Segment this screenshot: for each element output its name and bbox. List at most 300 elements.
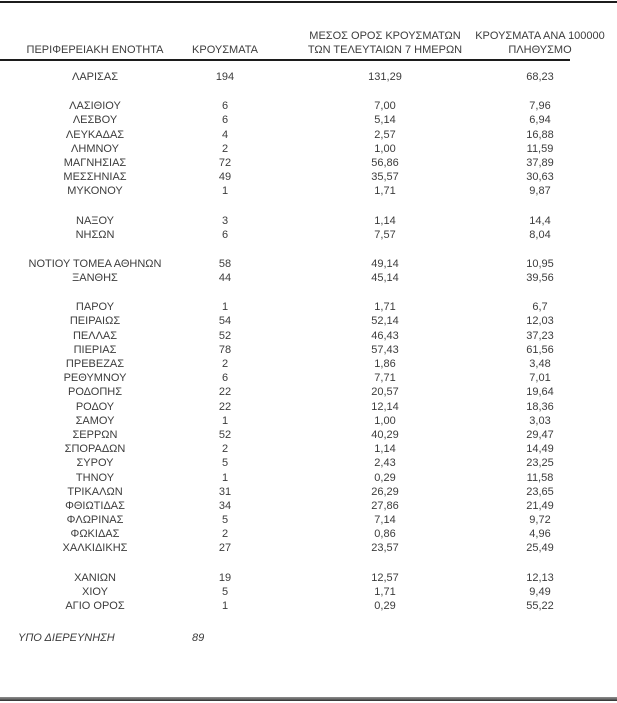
cell-avg7 xyxy=(260,343,510,357)
cell-cases xyxy=(190,571,260,585)
table-row xyxy=(0,513,570,527)
cell-per100k-value: 39,56 xyxy=(526,272,554,285)
cell-region xyxy=(0,499,190,513)
cell-avg7 xyxy=(260,99,510,113)
header-per-100000 xyxy=(475,29,605,57)
cell-cases-value: 72 xyxy=(218,156,232,169)
cell-cases xyxy=(190,499,260,513)
cell-cases-value: 4 xyxy=(221,128,229,141)
cell-region-value: ΑΓΙΟ ΟΡΟΣ xyxy=(65,600,125,612)
cell-cases-value: 44 xyxy=(218,272,232,285)
table-row xyxy=(0,385,570,399)
cell-cases-value: 194 xyxy=(215,71,235,83)
cell-avg7 xyxy=(260,142,510,156)
table-row xyxy=(0,541,570,555)
cell-avg7-value: 7,00 xyxy=(374,100,396,113)
cell-cases-value: 34 xyxy=(218,499,232,512)
cell-per100k-value: 61,56 xyxy=(526,343,554,356)
cell-avg7-value: 35,57 xyxy=(371,171,399,184)
cell-avg7 xyxy=(260,184,510,198)
cell-avg7-value: 0,29 xyxy=(374,600,396,612)
cell-region xyxy=(0,257,190,271)
cell-cases xyxy=(190,442,260,456)
cell-per100k xyxy=(510,113,570,127)
cell-cases-value: 5 xyxy=(221,585,229,598)
cell-avg7-value: 2,43 xyxy=(374,457,396,470)
cell-region-value: ΤΗΝΟΥ xyxy=(75,471,115,484)
table-row xyxy=(0,271,570,285)
cell-cases-value: 6 xyxy=(221,100,229,113)
cell-region-value: ΤΡΙΚΑΛΩΝ xyxy=(67,485,123,498)
cell-avg7 xyxy=(260,371,510,385)
cell-cases xyxy=(190,156,260,170)
cell-region xyxy=(0,329,190,343)
cell-cases-value: 52 xyxy=(218,428,232,441)
table-row xyxy=(0,343,570,357)
group-gap xyxy=(0,285,617,300)
header-per-100000-line2: ΠΛΗΘΥΣΜΟ xyxy=(508,44,572,56)
cell-region xyxy=(0,228,190,242)
table-row xyxy=(0,357,570,371)
table-row xyxy=(0,314,570,328)
cell-cases xyxy=(190,314,260,328)
cell-per100k-value: 9,72 xyxy=(529,514,551,527)
cell-avg7-value: 27,86 xyxy=(371,499,399,512)
cell-per100k-value: 9,49 xyxy=(529,585,551,598)
cell-region xyxy=(0,300,190,314)
cell-per100k xyxy=(510,499,570,513)
cell-per100k xyxy=(510,428,570,442)
cell-region xyxy=(0,513,190,527)
cell-avg7 xyxy=(260,314,510,328)
cell-per100k xyxy=(510,228,570,242)
cell-cases xyxy=(190,300,260,314)
cell-per100k-value: 11,59 xyxy=(526,142,554,155)
cell-per100k-value: 25,49 xyxy=(526,542,554,555)
cell-cases-value: 19 xyxy=(218,571,232,584)
cell-per100k xyxy=(510,128,570,142)
cell-per100k-value: 16,88 xyxy=(526,128,554,141)
group-gap xyxy=(0,242,617,257)
cell-avg7 xyxy=(260,113,510,127)
cell-per100k xyxy=(510,271,570,285)
cell-region-value: ΝΟΤΙΟΥ ΤΟΜΕΑ ΑΘΗΝΩΝ xyxy=(28,257,162,270)
cell-region xyxy=(0,428,190,442)
cell-region-value: ΞΑΝΘΗΣ xyxy=(72,272,118,285)
cell-region xyxy=(0,128,190,142)
cell-cases-value: 22 xyxy=(218,386,232,399)
cell-per100k xyxy=(510,471,570,485)
cell-per100k xyxy=(510,329,570,343)
header-per-100000-line1: ΚΡΟΥΣΜΑΤΑ ΑΝΑ 100000 xyxy=(475,30,605,42)
table-body xyxy=(0,70,617,613)
cell-region-value: ΜΑΓΝΗΣΙΑΣ xyxy=(63,156,127,169)
cell-per100k-value: 37,23 xyxy=(526,329,554,342)
cell-avg7 xyxy=(260,599,510,613)
cell-cases-value: 1 xyxy=(221,471,229,484)
cell-cases-value: 3 xyxy=(221,214,229,227)
cell-region xyxy=(0,585,190,599)
cell-cases-value: 22 xyxy=(218,400,232,413)
cell-per100k-value: 10,95 xyxy=(526,257,554,270)
cell-cases-value: 2 xyxy=(221,443,229,456)
cell-avg7-value: 12,57 xyxy=(371,571,399,584)
table-row xyxy=(0,128,570,142)
cell-per100k xyxy=(510,170,570,184)
cell-region-value: ΡΕΘΥΜΝΟΥ xyxy=(63,372,127,385)
cell-per100k-value: 23,25 xyxy=(526,457,554,470)
cell-avg7-value: 1,14 xyxy=(374,214,396,227)
cell-per100k-value: 21,49 xyxy=(526,499,554,512)
cell-avg7-value: 1,71 xyxy=(374,301,396,314)
cell-region xyxy=(0,184,190,198)
cell-avg7-value: 45,14 xyxy=(371,272,399,285)
cell-region-value: ΜΕΣΣΗΝΙΑΣ xyxy=(63,171,127,184)
cell-cases xyxy=(190,228,260,242)
cell-region xyxy=(0,414,190,428)
cell-region xyxy=(0,541,190,555)
cell-avg7-value: 49,14 xyxy=(371,257,399,270)
cell-cases-value: 1 xyxy=(221,414,229,427)
cell-per100k-value: 29,47 xyxy=(526,428,554,441)
cell-region xyxy=(0,442,190,456)
table-row xyxy=(0,428,570,442)
cell-region-value: ΧΑΝΙΩΝ xyxy=(74,571,116,584)
table-row xyxy=(0,599,570,613)
cell-cases xyxy=(190,513,260,527)
cell-region-value: ΠΕΙΡΑΙΩΣ xyxy=(69,315,121,328)
cell-per100k xyxy=(510,371,570,385)
cell-avg7 xyxy=(260,400,510,414)
cell-region-value: ΛΑΡΙΣΑΣ xyxy=(71,71,118,83)
cell-cases xyxy=(190,184,260,198)
cell-per100k-value: 30,63 xyxy=(526,171,554,184)
cell-per100k-value: 14,4 xyxy=(529,214,551,227)
cell-avg7 xyxy=(260,513,510,527)
table-row xyxy=(0,371,570,385)
cell-per100k-value: 7,96 xyxy=(529,100,551,113)
cell-avg7-value: 0,86 xyxy=(374,528,396,541)
cell-per100k xyxy=(510,527,570,541)
cell-region-value: ΡΟΔΟΠΗΣ xyxy=(67,386,123,399)
cell-avg7-value: 1,86 xyxy=(374,358,396,370)
cell-avg7-value: 26,29 xyxy=(371,485,399,498)
cell-cases-value: 58 xyxy=(218,257,232,270)
cell-cases xyxy=(190,170,260,184)
table-row xyxy=(0,471,570,485)
cell-region xyxy=(0,357,190,371)
cell-region xyxy=(0,70,190,84)
cell-cases-value: 2 xyxy=(221,528,229,541)
header-cases-label: ΚΡΟΥΣΜΑΤΑ xyxy=(192,44,258,56)
table-header xyxy=(0,3,605,61)
cell-cases xyxy=(190,142,260,156)
cell-per100k xyxy=(510,599,570,613)
cell-region-value: ΧΑΛΚΙΔΙΚΗΣ xyxy=(62,542,128,555)
cell-per100k xyxy=(510,257,570,271)
cell-per100k-value: 12,03 xyxy=(526,315,554,328)
cell-cases-value: 6 xyxy=(221,114,229,127)
cell-cases xyxy=(190,70,260,84)
cell-region xyxy=(0,631,190,645)
cell-region xyxy=(0,527,190,541)
cell-per100k-value: 68,23 xyxy=(526,71,554,83)
cell-region xyxy=(0,170,190,184)
cell-region-value: ΠΑΡΟΥ xyxy=(75,301,115,314)
cell-cases xyxy=(190,128,260,142)
cell-per100k-value: 37,89 xyxy=(526,156,554,169)
cell-region xyxy=(0,471,190,485)
cell-cases xyxy=(190,599,260,613)
cell-avg7 xyxy=(260,456,510,470)
cell-avg7 xyxy=(260,271,510,285)
cell-cases-value: 6 xyxy=(221,372,229,385)
cell-per100k-value: 8,04 xyxy=(529,228,551,241)
table-row xyxy=(0,442,570,456)
under-investigation-cases: 89 xyxy=(192,632,205,645)
table-row xyxy=(0,214,570,228)
cell-per100k xyxy=(510,357,570,371)
cell-per100k-value: 6,7 xyxy=(532,301,548,314)
header-7day-average-line2: ΤΩΝ ΤΕΛΕΥΤΑΙΩΝ 7 ΗΜΕΡΩΝ xyxy=(307,44,463,56)
cell-avg7 xyxy=(260,442,510,456)
cell-avg7 xyxy=(260,414,510,428)
cell-cases-value: 2 xyxy=(221,358,229,370)
cell-cases-value: 2 xyxy=(221,142,229,155)
cell-avg7-value: 56,86 xyxy=(371,156,399,169)
cell-avg7-value: 40,29 xyxy=(371,428,399,441)
cell-per100k xyxy=(510,314,570,328)
cell-avg7 xyxy=(260,228,510,242)
cell-region-value: ΛΑΣΙΘΙΟΥ xyxy=(69,100,121,113)
cell-cases-value: 49 xyxy=(218,171,232,184)
table-row xyxy=(0,99,570,113)
header-cases xyxy=(190,43,260,57)
cell-cases xyxy=(190,271,260,285)
cell-per100k xyxy=(510,214,570,228)
cell-per100k xyxy=(510,99,570,113)
cell-avg7 xyxy=(260,357,510,371)
cell-cases xyxy=(190,585,260,599)
cell-cases xyxy=(190,456,260,470)
cell-per100k xyxy=(510,142,570,156)
cell-cases xyxy=(190,428,260,442)
cell-region-value: ΦΘΙΩΤΙΔΑΣ xyxy=(65,499,125,512)
cell-region-value: ΝΗΣΩΝ xyxy=(75,228,115,241)
cell-avg7-value: 52,14 xyxy=(371,315,399,328)
cell-region xyxy=(0,113,190,127)
cell-region-value: ΛΕΥΚΑΔΑΣ xyxy=(65,128,125,141)
cell-per100k xyxy=(510,414,570,428)
cell-avg7 xyxy=(260,499,510,513)
cell-avg7 xyxy=(260,385,510,399)
cell-cases xyxy=(190,343,260,357)
cell-per100k xyxy=(510,385,570,399)
cell-per100k xyxy=(510,442,570,456)
cell-per100k-value: 12,13 xyxy=(526,571,554,584)
cell-cases-value: 78 xyxy=(218,343,232,356)
cell-cases xyxy=(190,371,260,385)
cell-per100k xyxy=(510,456,570,470)
cell-per100k-value: 23,65 xyxy=(526,485,554,498)
cell-region-value: ΠΡΕΒΕΖΑΣ xyxy=(65,358,125,370)
cell-region xyxy=(0,599,190,613)
cell-region xyxy=(0,142,190,156)
cell-cases xyxy=(190,257,260,271)
cell-cases xyxy=(190,357,260,371)
cell-region-value: ΣΑΜΟΥ xyxy=(75,414,115,427)
cell-cases xyxy=(190,471,260,485)
cell-per100k-empty xyxy=(510,631,570,645)
group-gap xyxy=(0,556,617,571)
cell-avg7 xyxy=(260,541,510,555)
cell-region xyxy=(0,385,190,399)
cell-region xyxy=(0,214,190,228)
cell-avg7-value: 2,57 xyxy=(374,128,396,141)
cell-cases-value: 31 xyxy=(218,485,232,498)
cell-region xyxy=(0,99,190,113)
cell-per100k xyxy=(510,585,570,599)
table-row xyxy=(0,485,570,499)
table-row xyxy=(0,184,570,198)
group-gap xyxy=(0,84,617,99)
cell-region xyxy=(0,343,190,357)
table-row xyxy=(0,113,570,127)
cell-cases xyxy=(190,99,260,113)
cell-cases-value: 6 xyxy=(221,228,229,241)
cell-per100k-value: 9,87 xyxy=(529,185,551,198)
cell-per100k-value: 18,36 xyxy=(526,400,554,413)
cell-per100k-value: 7,01 xyxy=(529,372,551,385)
cell-per100k xyxy=(510,343,570,357)
cell-per100k xyxy=(510,156,570,170)
cell-avg7-empty xyxy=(260,631,510,645)
table-row xyxy=(0,499,570,513)
cell-per100k xyxy=(510,300,570,314)
cell-cases xyxy=(190,631,260,645)
cell-avg7-value: 1,00 xyxy=(374,142,396,155)
cell-cases xyxy=(190,541,260,555)
cell-region xyxy=(0,156,190,170)
cell-avg7 xyxy=(260,571,510,585)
cell-cases xyxy=(190,485,260,499)
cell-avg7 xyxy=(260,170,510,184)
cell-avg7 xyxy=(260,471,510,485)
under-investigation-row xyxy=(0,631,570,645)
cell-region-value: ΣΕΡΡΩΝ xyxy=(72,428,118,441)
header-7day-average-line1: ΜΕΣΟΣ ΟΡΟΣ ΚΡΟΥΣΜΑΤΩΝ xyxy=(309,30,461,42)
cell-region-value: ΣΥΡΟΥ xyxy=(76,457,114,470)
cell-cases-value: 27 xyxy=(218,542,232,555)
cell-region-value: ΦΩΚΙΔΑΣ xyxy=(70,528,120,541)
cell-avg7 xyxy=(260,329,510,343)
cell-cases xyxy=(190,400,260,414)
cell-per100k xyxy=(510,485,570,499)
cell-avg7 xyxy=(260,485,510,499)
cell-avg7 xyxy=(260,585,510,599)
table-row xyxy=(0,257,570,271)
cell-cases-value: 1 xyxy=(221,600,229,612)
cell-cases xyxy=(190,527,260,541)
cell-per100k xyxy=(510,184,570,198)
cell-region-value: ΧΙΟΥ xyxy=(82,585,108,598)
under-investigation-label: ΥΠΟ ΔΙΕΡΕΥΝΗΣΗ xyxy=(18,632,115,645)
cell-avg7-value: 7,14 xyxy=(374,514,396,527)
cell-per100k-value: 6,94 xyxy=(529,114,551,127)
cell-cases xyxy=(190,329,260,343)
cell-cases-value: 5 xyxy=(221,457,229,470)
cell-avg7-value: 1,14 xyxy=(374,443,396,456)
cell-cases-value: 54 xyxy=(218,315,232,328)
table-row xyxy=(0,585,570,599)
header-regional-unit xyxy=(0,43,190,57)
table-row xyxy=(0,70,570,84)
cell-avg7-value: 23,57 xyxy=(371,542,399,555)
cell-per100k xyxy=(510,70,570,84)
cell-cases-value: 52 xyxy=(218,329,232,342)
cell-region xyxy=(0,400,190,414)
cell-region xyxy=(0,571,190,585)
cell-region-value: ΠΕΛΛΑΣ xyxy=(72,329,118,342)
cell-per100k-value: 3,03 xyxy=(529,414,551,427)
table-row xyxy=(0,400,570,414)
cell-per100k xyxy=(510,400,570,414)
cell-cases xyxy=(190,113,260,127)
cell-per100k-value: 3,48 xyxy=(529,358,551,370)
table-row xyxy=(0,527,570,541)
cell-per100k-value: 19,64 xyxy=(526,386,554,399)
cell-region-value: ΣΠΟΡΑΔΩΝ xyxy=(64,443,126,456)
cell-avg7 xyxy=(260,428,510,442)
table-row xyxy=(0,300,570,314)
cell-avg7-value: 131,29 xyxy=(368,71,402,83)
bottom-divider xyxy=(0,697,617,701)
cell-per100k xyxy=(510,541,570,555)
cell-avg7-value: 0,29 xyxy=(374,471,396,484)
cell-avg7-value: 57,43 xyxy=(371,343,399,356)
header-regional-unit-label: ΠΕΡΙΦΕΡΕΙΑΚΗ ΕΝΟΤΗΤΑ xyxy=(26,44,164,56)
table-row xyxy=(0,142,570,156)
cell-region xyxy=(0,314,190,328)
cell-avg7-value: 1,71 xyxy=(374,585,396,598)
cell-region-value: ΛΕΣΒΟΥ xyxy=(72,114,118,127)
cell-region-value: ΝΑΞΟΥ xyxy=(76,214,114,227)
cell-avg7-value: 1,00 xyxy=(374,414,396,427)
group-gap xyxy=(0,199,617,214)
cell-per100k-value: 55,22 xyxy=(526,600,554,612)
cell-cases-value: 5 xyxy=(221,514,229,527)
cell-per100k-value: 4,96 xyxy=(529,528,551,541)
cell-avg7-value: 1,71 xyxy=(374,185,396,198)
cell-avg7 xyxy=(260,300,510,314)
cell-per100k xyxy=(510,571,570,585)
cell-region-value: ΠΙΕΡΙΑΣ xyxy=(73,343,117,356)
cell-cases xyxy=(190,385,260,399)
cell-region-value: ΡΟΔΟΥ xyxy=(75,400,115,413)
cell-avg7-value: 12,14 xyxy=(371,400,399,413)
cell-region xyxy=(0,485,190,499)
cell-avg7-value: 5,14 xyxy=(374,114,396,127)
table-row xyxy=(0,329,570,343)
cell-avg7-value: 7,57 xyxy=(374,228,396,241)
cell-region xyxy=(0,271,190,285)
cell-region-value: ΦΛΩΡΙΝΑΣ xyxy=(66,514,124,527)
cell-region-value: ΛΗΜΝΟΥ xyxy=(71,142,119,155)
cell-per100k-value: 14,49 xyxy=(526,443,554,456)
cell-avg7 xyxy=(260,214,510,228)
cell-region xyxy=(0,371,190,385)
table-row xyxy=(0,228,570,242)
